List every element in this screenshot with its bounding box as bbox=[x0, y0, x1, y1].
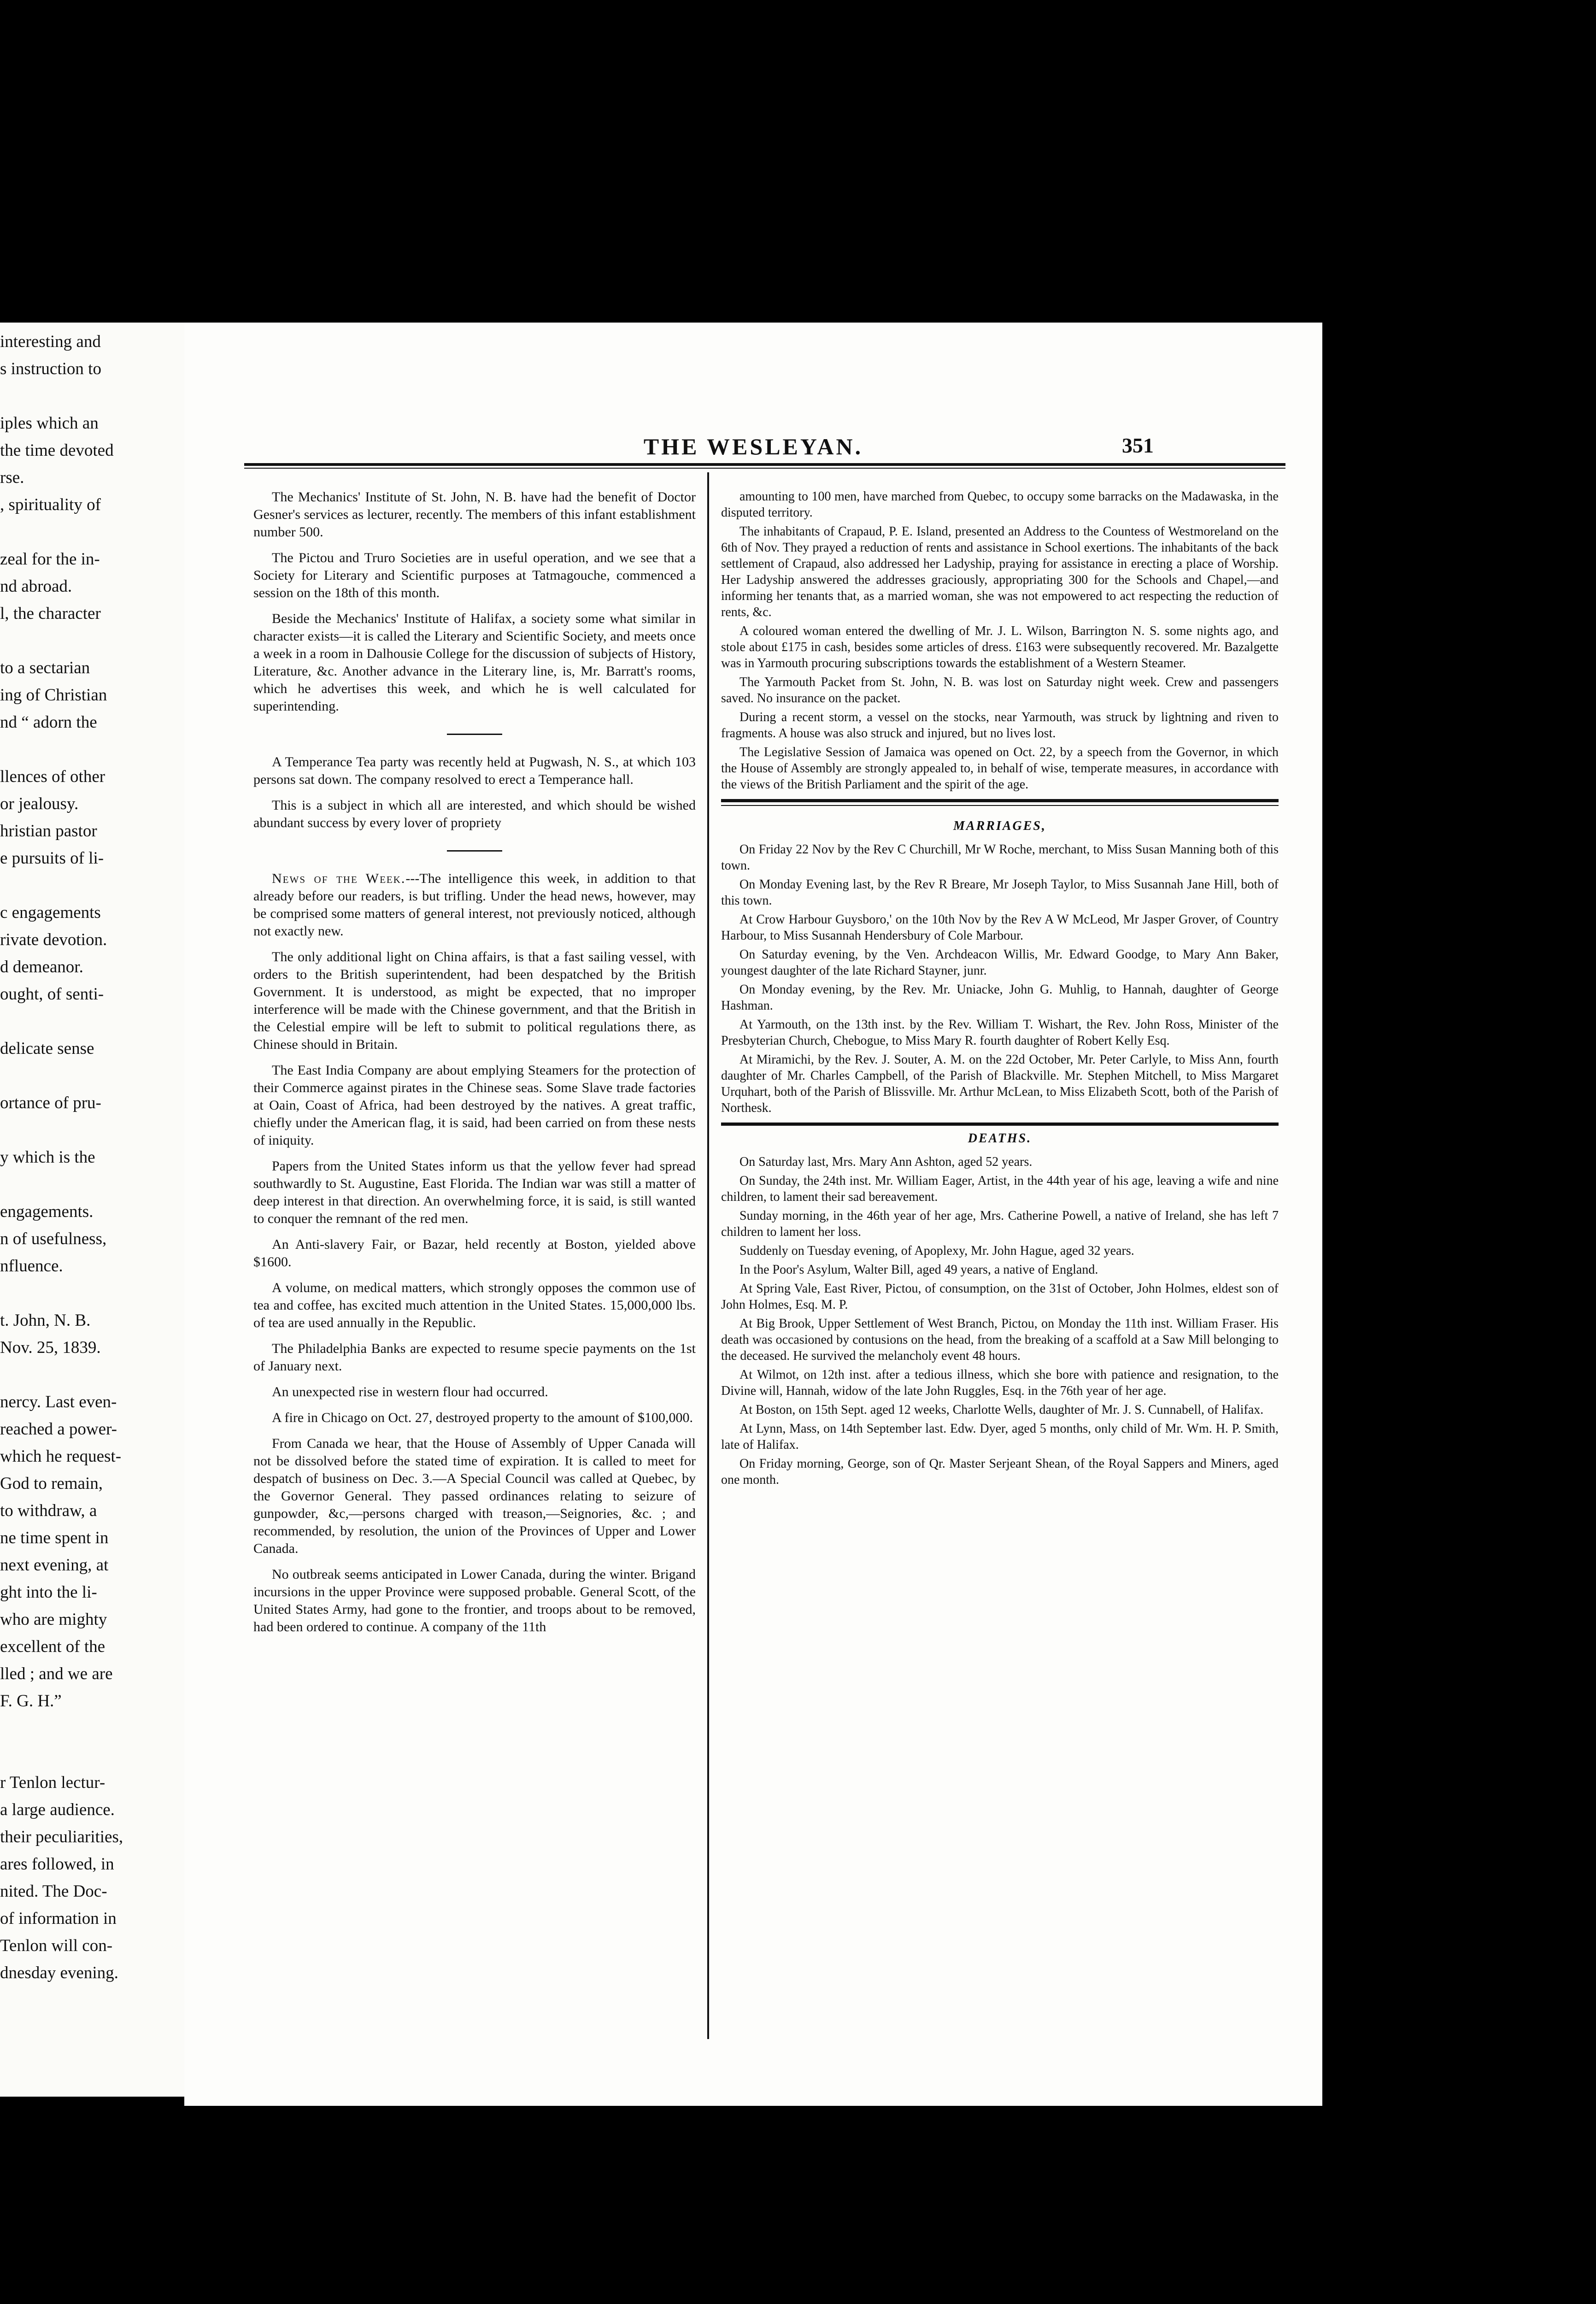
right-column bbox=[721, 488, 1279, 1491]
death-notice: At Lynn, Mass, on 14th September last. Edw. Dyer, aged 5 months, only child of Mr. Wm. H. P. Smith, late of Halifax. bbox=[721, 1422, 1279, 1452]
paragraph: amounting to 100 men, have marched from Quebec, to occupy some barracks on the Madawaska, in the disputed territory. bbox=[721, 489, 1279, 520]
facing-page-line: rivate devotion. bbox=[0, 930, 107, 949]
facing-page-line: llences of other bbox=[0, 767, 106, 786]
facing-page-line: excellent of the bbox=[0, 1637, 106, 1656]
facing-page-line: lled ; and we are bbox=[0, 1664, 113, 1683]
facing-page-line: Tenlon will con- bbox=[0, 1936, 113, 1955]
facing-page-line: l, the character bbox=[0, 604, 101, 623]
news-paragraph bbox=[253, 870, 696, 940]
paragraph: A coloured woman entered the dwelling of Mr. J. L. Wilson, Barrington N. S. some nights ago, and stole about £175 in cash, besides some articles of dress. £163 were subsequently recovered. Mr. Bazalgette was in Yarmouth procuring subscriptions towards the establishment of a Western Steamer. bbox=[721, 624, 1279, 670]
facing-page-line: , spirituality of bbox=[0, 495, 101, 514]
death-notice: On Saturday last, Mrs. Mary Ann Ashton, aged 52 years. bbox=[739, 1155, 1033, 1169]
paragraph: The Philadelphia Banks are expected to resume specie payments on the 1st of January next. bbox=[253, 1341, 696, 1374]
death-notice: In the Poor's Asylum, Walter Bill, aged 49 years, a native of England. bbox=[739, 1263, 1098, 1277]
masthead-rule bbox=[244, 463, 1285, 466]
marriage-notice: On Friday 22 Nov by the Rev C Churchill, Mr W Roche, merchant, to Miss Susan Manning both of this town. bbox=[721, 842, 1279, 873]
paragraph: The East India Company are about emplying Steamers for the protection of their Commerce against pirates in the Chinese seas. Some Slave trade factories at Oain, Coast of Africa, had been destroyed by the natives. A great traffic, chiefly under the American flag, it is said, had been carried on from these nests of iniquity. bbox=[253, 1063, 696, 1148]
facing-page-line: n of usefulness, bbox=[0, 1229, 107, 1248]
facing-page-line: interesting and bbox=[0, 332, 101, 351]
facing-page-line: iples which an bbox=[0, 414, 99, 433]
facing-page-line: dnesday evening. bbox=[0, 1963, 118, 1982]
death-notice: At Boston, on 15th Sept. aged 12 weeks, Charlotte Wells, daughter of Mr. J. S. Cunnabell, of Halifax. bbox=[739, 1403, 1264, 1417]
death-notice: On Friday morning, George, son of Qr. Master Serjeant Shean, of the Royal Sappers and Miners, aged one month. bbox=[721, 1457, 1279, 1487]
facing-page-line: ortance of pru- bbox=[0, 1093, 101, 1112]
facing-page-line: nd abroad. bbox=[0, 577, 72, 596]
marriage-notice: On Saturday evening, by the Ven. Archdeacon Willis, Mr. Edward Goodge, to Mary Ann Baker, youngest daughter of the late Richard Stayner, junr. bbox=[721, 947, 1279, 978]
facing-page-line: nited. The Doc- bbox=[0, 1882, 107, 1901]
death-notice: Suddenly on Tuesday evening, of Apoplexy, Mr. John Hague, aged 32 years. bbox=[739, 1244, 1134, 1258]
section-separator bbox=[447, 850, 502, 852]
facing-page-line: nfluence. bbox=[0, 1257, 63, 1275]
paragraph: The Yarmouth Packet from St. John, N. B. was lost on Saturday night week. Crew and passengers saved. No insurance on the packet. bbox=[721, 675, 1279, 705]
masthead-rule-thin bbox=[244, 468, 1285, 469]
facing-page-line: e pursuits of li- bbox=[0, 849, 104, 868]
facing-page-line: a large audience. bbox=[0, 1800, 115, 1819]
facing-page-line: next evening, at bbox=[0, 1556, 109, 1575]
facing-page-line: nd “ adorn the bbox=[0, 713, 97, 732]
section-rule-thin bbox=[721, 805, 1279, 806]
facing-page-line: their peculiarities, bbox=[0, 1828, 123, 1846]
facing-page-line: of information in bbox=[0, 1909, 117, 1928]
paragraph: Beside the Mechanics' Institute of Halifax, a society some what similar in character exists—it is called the Literary and Scientific Society, and meets once a week in a room in Dalhousie College for the discussion of subjects of History, Literature, &c. Another advance in the Literary line, is, Mr. Barratt's rooms, which he advertises this week, and which he is well calculated for superintending. bbox=[253, 611, 696, 714]
facing-page-line: who are mighty bbox=[0, 1610, 107, 1629]
facing-page-line: to a sectarian bbox=[0, 658, 90, 677]
facing-page-line: c engagements bbox=[0, 903, 101, 922]
marriage-notice: At Crow Harbour Guysboro,' on the 10th Nov by the Rev A W McLeod, Mr Jasper Grover, of Country Harbour, to Miss Susannah Hendersbury of Cole Marbour. bbox=[721, 912, 1279, 943]
marriage-notice: On Monday evening, by the Rev. Mr. Uniacke, John G. Muhlig, to Hannah, daughter of George Hashman. bbox=[721, 982, 1279, 1013]
facing-page-line: d demeanor. bbox=[0, 958, 83, 976]
deaths-list bbox=[721, 1154, 1279, 1488]
marriages-list bbox=[721, 841, 1279, 1116]
paragraph: The inhabitants of Crapaud, P. E. Island, presented an Address to the Countess of Westmoreland on the 6th of Nov. They prayed a reduction of rents and assistance in School exertions. The inhabitants of the back settlement of Crapaud, also addressed her Ladyship, praying for assistance in erecting a place of Worship. Her Ladyship answered the addresses graciously, appropriating 300 for the Schools and Chapel,—and informing her tenants that, as a married woman, she was not empowered to act respecting the reduction of rents, &c. bbox=[721, 524, 1279, 619]
facing-page-line: F. G. H.” bbox=[0, 1692, 62, 1710]
paragraph: No outbreak seems anticipated in Lower Canada, during the winter. Brigand incursions in the upper Province were supposed probable. General Scott, of the United States Army, had gone to the frontier, and troops about to be removed, had been ordered to continue. A company of the 11th bbox=[253, 1567, 696, 1634]
marriage-notice: At Yarmouth, on the 13th inst. by the Rev. William T. Wishart, the Rev. John Ross, Minister of the Presbyterian Church, Chebogue, to Miss Mary R. fourth daughter of Robert Kelly Esq. bbox=[721, 1017, 1279, 1048]
column-divider bbox=[707, 472, 709, 2039]
facing-page-line: hristian pastor bbox=[0, 822, 97, 840]
death-notice: At Spring Vale, East River, Pictou, of consumption, on the 31st of October, John Holmes, eldest son of John Holmes, Esq. M. P. bbox=[721, 1281, 1279, 1312]
left-column bbox=[253, 488, 696, 1644]
marriage-notice: On Monday Evening last, by the Rev R Breare, Mr Joseph Taylor, to Miss Susannah Jane Hill, both of this town. bbox=[721, 877, 1279, 908]
news-intro: ---The intelligence this week, in addition to that already before our readers, is but trifling. Under the head news, however, may be comprised some matters of general interest, not previously noticed, although not exactly new. bbox=[253, 871, 696, 939]
facing-page-line: r Tenlon lectur- bbox=[0, 1773, 106, 1792]
deaths-heading: DEATHS. bbox=[968, 1131, 1032, 1146]
paragraph: A fire in Chicago on Oct. 27, destroyed property to the amount of $100,000. bbox=[272, 1410, 693, 1425]
facing-page-line: y which is the bbox=[0, 1148, 95, 1167]
facing-page-line: ght into the li- bbox=[0, 1583, 97, 1602]
paragraph: An unexpected rise in western flour had occurred. bbox=[272, 1384, 548, 1399]
paragraph: The Mechanics' Institute of St. John, N. B. have had the benefit of Doctor Gesner's services as lecturer, recently. The members of this infant establishment number 500. bbox=[253, 489, 696, 540]
facing-page-line: or jealousy. bbox=[0, 794, 79, 813]
facing-page-line: nercy. Last even- bbox=[0, 1393, 117, 1411]
death-notice: At Big Brook, Upper Settlement of West Branch, Pictou, on Monday the 11th inst. William Fraser. His death was occasioned by contusions on the head, from the breaking of a scaffold at a Saw Mill belonging to the deceased. He survived the melancholy event 48 hours. bbox=[721, 1317, 1279, 1363]
facing-page-line: the time devoted bbox=[0, 441, 114, 460]
paragraph: A volume, on medical matters, which strongly opposes the common use of tea and coffee, has excited much attention in the United States. 15,000,000 lbs. of tea are used annually in the Republic. bbox=[253, 1280, 696, 1330]
facing-page-line: to withdraw, a bbox=[0, 1501, 97, 1520]
facing-page-line: s instruction to bbox=[0, 359, 101, 378]
paragraph: This is a subject in which all are interested, and which should be wished abundant success by every lover of propriety bbox=[253, 798, 696, 830]
facing-page-line: God to remain, bbox=[0, 1474, 103, 1493]
facing-page-line: ne time spent in bbox=[0, 1528, 109, 1547]
facing-page-line: t. John, N. B. bbox=[0, 1311, 91, 1330]
facing-page-line: rse. bbox=[0, 468, 24, 487]
death-notice: Sunday morning, in the 46th year of her age, Mrs. Catherine Powell, a native of Ireland, she has left 7 children to lament her loss. bbox=[721, 1209, 1279, 1239]
marriages-heading: MARRIAGES, bbox=[953, 819, 1046, 833]
newspaper-page bbox=[184, 323, 1322, 2106]
facing-page-line: delicate sense bbox=[0, 1039, 94, 1058]
paragraph: An Anti-slavery Fair, or Bazar, held recently at Boston, yielded above $1600. bbox=[253, 1237, 696, 1270]
news-heading: News of the Week. bbox=[272, 871, 406, 886]
death-notice: At Wilmot, on 12th inst. after a tedious illness, which she bore with patience and resignation, to the Divine will, Hannah, widow of the late John Ruggles, Esq. in the 76th year of her age. bbox=[721, 1368, 1279, 1398]
paragraph: From Canada we hear, that the House of Assembly of Upper Canada will not be dissolved before the stated time of expiration. It is called to meet for despatch of business on Dec. 3.—A Special Council was called at Quebec, by the Governor General. They passed ordinances relating to seizure of gunpowder, &c,—persons charged with treason,—Seignories, &c. ; and recommended, by resolution, the union of the Provinces of Upper and Lower Canada. bbox=[253, 1436, 696, 1556]
masthead-title: THE WESLEYAN. bbox=[643, 434, 863, 459]
facing-page-line: ing of Christian bbox=[0, 686, 107, 705]
paragraph: The Legislative Session of Jamaica was opened on Oct. 22, by a speech from the Governor, in which the House of Assembly are strongly appealed to, in behalf of wise, temperate measures, in accordance with the views of the British Parliament and the spirit of the age. bbox=[721, 745, 1279, 792]
paragraph: A Temperance Tea party was recently held at Pugwash, N. S., at which 103 persons sat down. The company resolved to erect a Temperance hall. bbox=[253, 754, 696, 787]
facing-page-line: zeal for the in- bbox=[0, 550, 100, 569]
paragraph: The only additional light on China affairs, is that a fast sailing vessel, with orders to the British superintendent, had been despatched by the British Government. It is understood, as might be expected, that no improper interference will be made with the Chinese government, and that the British in the Celestial empire will be left to submit to political regulations there, as Chinese should in Britain. bbox=[253, 949, 696, 1052]
paragraph: Papers from the United States inform us that the yellow fever had spread southwardly to St. Augustine, East Florida. The Indian war was still a matter of deep interest in that direction. An overwhelming force, it is said, is still wanted to conquer the remnant of the red men. bbox=[253, 1158, 696, 1226]
facing-page-line: engagements. bbox=[0, 1202, 94, 1221]
paragraph: The Pictou and Truro Societies are in useful operation, and we see that a Society for Literary and Scientific purposes at Tatmagouche, commenced a session on the 18th of this month. bbox=[253, 550, 696, 600]
facing-page-line: reached a power- bbox=[0, 1420, 117, 1439]
facing-page-fragment bbox=[0, 323, 184, 2097]
page-number: 351 bbox=[1122, 434, 1154, 457]
section-separator bbox=[447, 734, 502, 735]
facing-page-line: ares followed, in bbox=[0, 1855, 114, 1874]
facing-page-line: which he request- bbox=[0, 1447, 122, 1466]
death-notice: On Sunday, the 24th inst. Mr. William Eager, Artist, in the 44th year of his age, leaving a wife and nine children, to lament their sad bereavement. bbox=[721, 1174, 1279, 1204]
facing-page-line: ought, of senti- bbox=[0, 985, 104, 1004]
marriage-notice: At Miramichi, by the Rev. J. Souter, A. M. on the 22d October, Mr. Peter Carlyle, to Miss Ann, fourth daughter of Mr. Charles Campbell, of the Parish of Blackville. Mr. Stephen Mitchell, to Miss Margaret Urquhart, both of the Parish of Blissville. Mr. Arthur McLean, to Miss Elizabeth Scott, both of the Parish of Northesk. bbox=[721, 1052, 1279, 1115]
paragraph: During a recent storm, a vessel on the stocks, near Yarmouth, was struck by lightning and riven to fragments. A house was also struck and injured, but no lives lost. bbox=[721, 710, 1279, 741]
section-rule bbox=[721, 1123, 1279, 1126]
facing-page-line: Nov. 25, 1839. bbox=[0, 1338, 101, 1357]
section-rule bbox=[721, 799, 1279, 802]
